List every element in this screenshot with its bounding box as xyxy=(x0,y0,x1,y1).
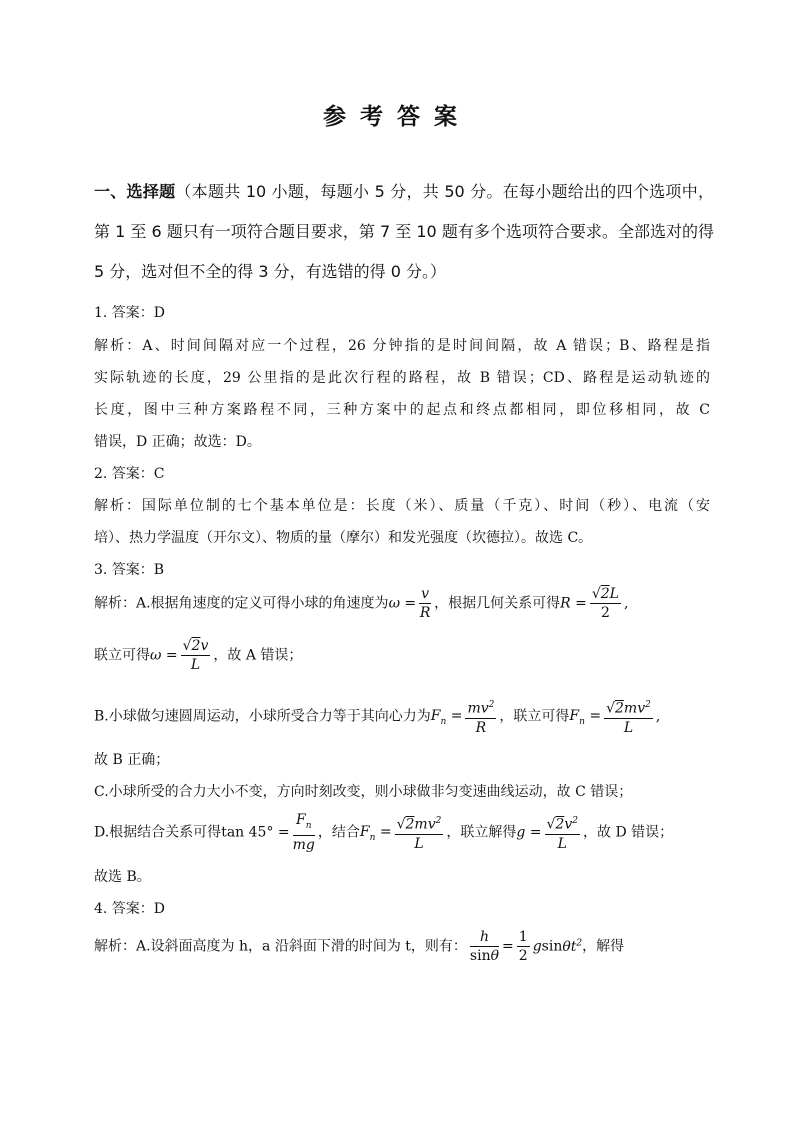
explanation-4-line-1: 解析：A.设斜面高度为 h，a 沿斜面下滑的时间为 t，则有： $\frac{h}{\sin\theta}$ = $\frac{1}{2}$ gsinθt$^2$，解得 xyxy=(94,929,625,964)
explanation-3-line-3: B.小球做匀速圆周运动，小球所受合力等于其向心力为$F_n$ = $\frac{mv^2}{R}$ ，联立可得$F_n$ = $\frac{√2mv^2}{L}$ , xyxy=(94,697,660,736)
fraction-root2v-over-L: $\frac{√2v}{L}$ xyxy=(182,638,209,673)
fraction-root2mv2-over-L: $\frac{√2mv^2}{L}$ xyxy=(604,697,653,736)
fraction-v-over-R: $\frac{v}{R}$ xyxy=(419,586,431,621)
fraction-root2L-over-2: $\frac{√2L}{2}$ xyxy=(591,586,619,621)
explanation-2-line-2: 培）、热力学温度（开尔文）、物质的量（摩尔）和发光强度（坎德拉）。故选 C。 xyxy=(94,530,593,546)
section-heading: 一、选择题 xyxy=(94,182,176,201)
fraction-root2v2-over-L: $\frac{√2v^2}{L}$ xyxy=(545,813,581,852)
explanation-1-line-1: 解析：A、时间间隔对应一个过程，26 分钟指的是时间间隔，故 A 错误；B、路程是指 xyxy=(94,338,710,354)
section-header xyxy=(94,172,714,292)
fraction-h-over-sin: $\frac{h}{\sin\theta}$ xyxy=(469,929,500,964)
explanation-1-line-4: 错误，D 正确；故选：D。 xyxy=(94,434,261,450)
section-intro: （本题共 10 小题，每题小 5 分，共 50 分。在每小题给出的四个选项中，第 1 至 6 题只有一项符合题目要求，第 7 至 10 题有多个选项符合要求。全部选对的得 5 分，选对但不全的得 3 分，有选错的得 0 分。） xyxy=(94,182,714,281)
answer-2: 2. 答案：C xyxy=(94,466,165,482)
formula-omega: ω = xyxy=(388,595,417,612)
page-title: 参考答案 xyxy=(323,104,471,130)
explanation-1-line-2: 实际轨迹的长度，29 公里指的是此次行程的路程，故 B 错误；CD、路程是运动轨迹的 xyxy=(94,370,710,386)
explanation-3-line-2: 联立可得ω = $\frac{√2v}{L}$ ，故 A 错误； xyxy=(94,638,303,673)
explanation-3-line-4: 故 B 正确； xyxy=(94,752,170,768)
fraction-root2mv2-over-L-2: $\frac{√2mv^2}{L}$ xyxy=(395,813,444,852)
explanation-3-line-6: D.根据结合关系可得tan 45° = $\frac{F_n}{mg}$ ，结合$F_n$ = $\frac{√2mv^2}{L}$ ，联立解得g = $\frac{√2v^2}{L}$ ，故 D 错误； xyxy=(94,812,674,853)
answer-1: 1. 答案：D xyxy=(94,305,166,321)
explanation-3-line-1: 解析：A.根据角速度的定义可得小球的角速度为ω = $\frac{v}{R}$ ，根据几何关系可得R = $\frac{√2L}{2}$ , xyxy=(94,586,629,621)
explanation-1-line-3: 长度，图中三种方案路程不同，三种方案中的起点和终点都相同，即位移相同，故 C xyxy=(94,402,710,418)
answer-4: 4. 答案：D xyxy=(94,901,166,917)
fraction-mv2-over-R: $\frac{mv^2}{R}$ xyxy=(465,697,496,736)
answer-3: 3. 答案：B xyxy=(94,562,165,578)
explanation-2-line-1: 解析：国际单位制的七个基本单位是：长度（米）、质量（千克）、时间（秒）、电流（安 xyxy=(94,498,710,514)
fraction-one-half: $\frac{1}{2}$ xyxy=(518,929,528,964)
fraction-Fn-over-mg: $\frac{F_n}{mg}$ xyxy=(292,812,315,853)
explanation-3-line-5: C.小球所受的合力大小不变，方向时刻改变，则小球做非匀变速曲线运动，故 C 错误； xyxy=(94,784,633,800)
explanation-3-line-7: 故选 B。 xyxy=(94,869,151,885)
